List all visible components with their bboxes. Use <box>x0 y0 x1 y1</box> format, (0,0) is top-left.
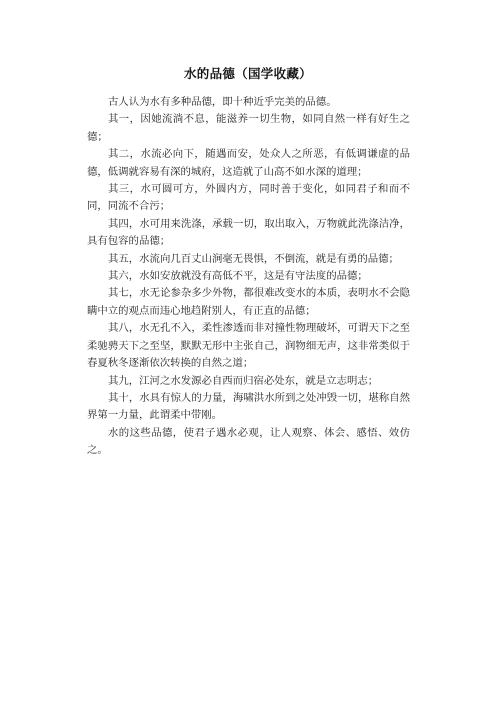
paragraph-7: 其七，水无论参杂多少外物，都很难改变水的本质，表明水不会隐瞒中立的观点而违心地趋附别人，有正直的品德； <box>87 287 410 317</box>
paragraph-8: 其八，水无孔不入，柔性渗透而非对撞性物理破坏，可谓天下之至柔驰骋天下之至坚，默默无形中主张自己，润物细无声，这非常类似于春夏秋冬逐渐依次转换的自然之道； <box>87 322 410 370</box>
paragraph-1: 其一，因她流淌不息，能滋养一切生物，如同自然一样有好生之德； <box>87 113 410 143</box>
paragraph-6: 其六，水如安放就没有高低不平，这是有守法度的品德； <box>108 270 368 283</box>
paragraph-9: 其九，江河之水发源必自西而归宿必处东，就是立志明志； <box>108 374 379 387</box>
paragraph-4: 其四，水可用来洗涤，承载一切，取出取入，万物就此洗涤洁净，具有包容的品德； <box>87 217 410 248</box>
paragraph-3: 其三，水可圆可方，外圆内方，同时善于变化，如同君子和而不同，同流不合污； <box>87 183 410 213</box>
paragraph-10: 其十，水具有惊人的力量，海啸洪水所到之处冲毁一切，堪称自然界第一力量，此谓柔中带刚。 <box>87 391 410 422</box>
paragraph-conclusion: 水的这些品德，使君子遇水必观，让人观察、体会、感悟、效仿之。 <box>87 426 410 457</box>
paragraph-2: 其二，水流必向下，随遇而安，处众人之所恶，有低调谦虚的品德，低调就容易有深的城府，这造就了山高不如水深的道理； <box>87 148 410 178</box>
paragraph-5: 其五，水流向几百丈山涧毫无畏惧，不倒流，就是有勇的品德； <box>108 252 399 265</box>
paragraph-intro: 古人认为水有多种品德，即十种近乎完美的品德。 <box>108 96 337 108</box>
document-title: 水的品德（国学收藏） <box>183 66 312 81</box>
document-body <box>87 94 410 460</box>
